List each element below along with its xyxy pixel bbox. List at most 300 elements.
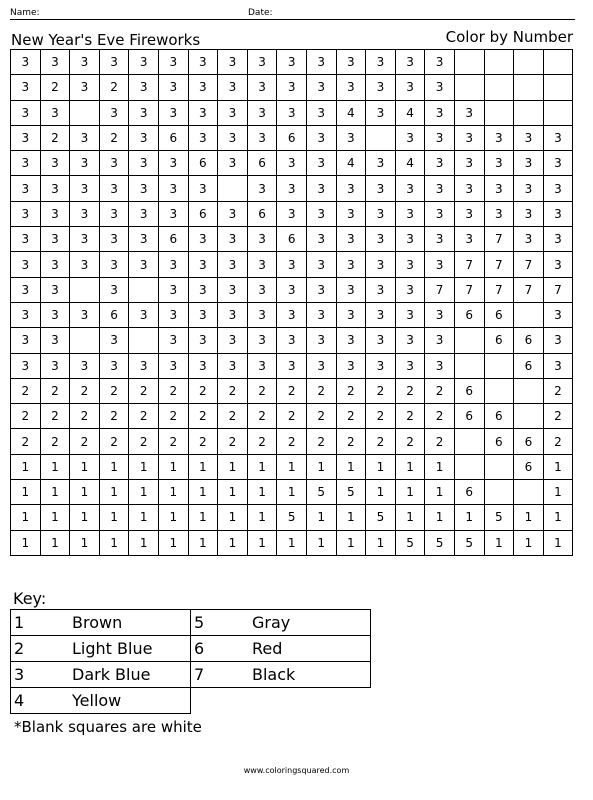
grid-cell: 1: [306, 505, 336, 530]
grid-row: [11, 454, 573, 479]
grid-cell: [454, 429, 484, 454]
grid-cell: 3: [277, 151, 307, 176]
grid-cell: 1: [129, 454, 159, 479]
grid-cell: 1: [158, 454, 188, 479]
grid-cell: 3: [277, 75, 307, 100]
grid-cell: 1: [218, 454, 248, 479]
grid-cell: 4: [395, 151, 425, 176]
grid-cell: 3: [70, 125, 100, 150]
grid-cell: 6: [484, 328, 514, 353]
grid-cell: 3: [247, 176, 277, 201]
grid-row: [11, 50, 573, 75]
grid-cell: 1: [188, 480, 218, 505]
grid-cell: 3: [336, 277, 366, 302]
grid-cell: 1: [277, 480, 307, 505]
grid-cell: 6: [454, 302, 484, 327]
grid-cell: 2: [129, 404, 159, 429]
grid-cell: 4: [336, 100, 366, 125]
grid-cell: 3: [395, 227, 425, 252]
grid-cell: 5: [306, 480, 336, 505]
grid-cell: 3: [395, 353, 425, 378]
grid-cell: 3: [99, 176, 129, 201]
grid-cell: 3: [188, 277, 218, 302]
grid-cell: 3: [218, 353, 248, 378]
grid-row: [11, 429, 573, 454]
grid-cell: 1: [366, 530, 396, 555]
grid-cell: 2: [158, 378, 188, 403]
grid-cell: 3: [336, 125, 366, 150]
grid-cell: 2: [306, 404, 336, 429]
grid-cell: [514, 50, 544, 75]
grid-cell: 6: [277, 125, 307, 150]
grid-cell: 3: [366, 100, 396, 125]
grid-row: [11, 302, 573, 327]
grid-cell: 6: [158, 227, 188, 252]
grid-cell: 2: [247, 378, 277, 403]
grid-cell: 2: [40, 75, 70, 100]
grid-cell: 3: [514, 125, 544, 150]
grid-cell: 6: [247, 201, 277, 226]
grid-cell: 3: [158, 176, 188, 201]
grid-cell: [543, 50, 573, 75]
grid-cell: 3: [40, 302, 70, 327]
header-rule: [10, 19, 575, 20]
key-color: Light Blue: [72, 639, 153, 658]
grid-cell: 1: [218, 530, 248, 555]
grid-cell: 3: [306, 302, 336, 327]
grid-cell: 2: [11, 404, 41, 429]
grid-cell: 3: [129, 50, 159, 75]
grid-cell: 3: [11, 50, 41, 75]
grid-cell: 2: [99, 429, 129, 454]
grid-cell: 3: [218, 50, 248, 75]
key-color: Brown: [72, 613, 123, 632]
grid-cell: 3: [277, 328, 307, 353]
grid-cell: 3: [395, 252, 425, 277]
grid-cell: 3: [70, 227, 100, 252]
grid-cell: 3: [11, 151, 41, 176]
grid-cell: 3: [247, 125, 277, 150]
grid-cell: 3: [454, 151, 484, 176]
grid-cell: 3: [99, 252, 129, 277]
grid-cell: 2: [11, 429, 41, 454]
grid-cell: 2: [425, 378, 455, 403]
key-item: [11, 610, 191, 636]
grid-cell: [484, 75, 514, 100]
grid-cell: 2: [336, 378, 366, 403]
grid-cell: 3: [543, 176, 573, 201]
grid-cell: [454, 454, 484, 479]
grid-cell: 3: [218, 227, 248, 252]
grid-cell: 2: [129, 378, 159, 403]
grid-cell: 1: [277, 454, 307, 479]
key-item: [11, 636, 191, 662]
grid-cell: 2: [395, 378, 425, 403]
grid-cell: 1: [336, 454, 366, 479]
grid-cell: 3: [218, 252, 248, 277]
grid-row: [11, 277, 573, 302]
grid-cell: 1: [40, 480, 70, 505]
grid-cell: [70, 328, 100, 353]
grid-cell: 3: [306, 100, 336, 125]
grid-cell: 2: [543, 378, 573, 403]
key-color: Dark Blue: [72, 665, 151, 684]
grid-cell: 3: [40, 252, 70, 277]
grid-cell: 3: [11, 252, 41, 277]
grid-cell: 3: [99, 227, 129, 252]
grid-cell: 2: [277, 429, 307, 454]
grid-cell: 3: [218, 75, 248, 100]
grid-cell: [454, 50, 484, 75]
grid-cell: 3: [70, 50, 100, 75]
grid-cell: 3: [11, 353, 41, 378]
grid-cell: 3: [277, 353, 307, 378]
key-color: Black: [252, 665, 296, 684]
grid-cell: 2: [188, 404, 218, 429]
grid-cell: 3: [11, 75, 41, 100]
grid-cell: 3: [336, 328, 366, 353]
grid-cell: [70, 277, 100, 302]
grid-cell: 3: [247, 100, 277, 125]
grid-cell: 3: [11, 100, 41, 125]
grid-cell: 3: [336, 227, 366, 252]
grid-cell: 3: [454, 100, 484, 125]
grid-cell: 3: [366, 277, 396, 302]
page-title: New Year's Eve Fireworks: [11, 31, 201, 49]
key-empty: [191, 688, 371, 714]
grid-cell: 6: [277, 227, 307, 252]
grid-cell: 1: [484, 530, 514, 555]
grid-cell: 2: [277, 378, 307, 403]
grid-cell: 1: [218, 505, 248, 530]
grid-cell: 6: [514, 328, 544, 353]
grid-cell: 2: [336, 429, 366, 454]
grid-cell: [514, 100, 544, 125]
grid-cell: 3: [484, 176, 514, 201]
grid-cell: 3: [247, 353, 277, 378]
grid-cell: 2: [395, 404, 425, 429]
grid-cell: 3: [277, 50, 307, 75]
grid-row: [11, 530, 573, 555]
grid-cell: 3: [425, 176, 455, 201]
grid-cell: 3: [188, 328, 218, 353]
grid-cell: 1: [395, 480, 425, 505]
grid-cell: [514, 75, 544, 100]
grid-cell: 3: [425, 125, 455, 150]
grid-cell: 1: [70, 480, 100, 505]
color-grid: [10, 49, 573, 556]
grid-cell: 7: [543, 277, 573, 302]
grid-row: [11, 353, 573, 378]
grid-cell: 3: [188, 75, 218, 100]
key-color: Yellow: [72, 691, 122, 710]
grid-cell: 3: [306, 75, 336, 100]
grid-cell: 2: [40, 429, 70, 454]
grid-cell: 2: [40, 125, 70, 150]
grid-cell: 1: [366, 454, 396, 479]
grid-cell: 6: [188, 151, 218, 176]
grid-cell: 3: [395, 201, 425, 226]
key-item: [191, 636, 371, 662]
grid-cell: 3: [277, 302, 307, 327]
grid-cell: 3: [158, 252, 188, 277]
grid-cell: 3: [336, 302, 366, 327]
grid-cell: 3: [188, 125, 218, 150]
grid-cell: 3: [40, 277, 70, 302]
grid-cell: 3: [425, 50, 455, 75]
grid-cell: 3: [158, 151, 188, 176]
grid-cell: 1: [247, 454, 277, 479]
grid-cell: 1: [129, 530, 159, 555]
grid-cell: 2: [129, 429, 159, 454]
grid-cell: [514, 480, 544, 505]
grid-cell: 2: [218, 429, 248, 454]
grid-cell: [514, 378, 544, 403]
grid-cell: 3: [129, 201, 159, 226]
grid-cell: 2: [70, 378, 100, 403]
grid-cell: 3: [188, 176, 218, 201]
grid-cell: 3: [366, 176, 396, 201]
key-number: 1: [14, 613, 25, 632]
grid-row: [11, 227, 573, 252]
grid-cell: 3: [99, 277, 129, 302]
key-title: Key:: [13, 589, 47, 608]
grid-cell: [514, 404, 544, 429]
grid-cell: 1: [188, 454, 218, 479]
grid-cell: 2: [70, 429, 100, 454]
grid-cell: 2: [40, 404, 70, 429]
key-number: 7: [194, 665, 205, 684]
grid-cell: [70, 100, 100, 125]
key-item: [191, 610, 371, 636]
grid-cell: 3: [218, 100, 248, 125]
grid-cell: 3: [425, 328, 455, 353]
grid-cell: 3: [11, 302, 41, 327]
grid-cell: 1: [395, 454, 425, 479]
grid-cell: 1: [395, 505, 425, 530]
grid-cell: 3: [70, 302, 100, 327]
grid-cell: 1: [99, 530, 129, 555]
grid-cell: 1: [129, 480, 159, 505]
grid-cell: 3: [11, 277, 41, 302]
grid-cell: 3: [277, 201, 307, 226]
grid-cell: 6: [158, 125, 188, 150]
grid-cell: 2: [158, 404, 188, 429]
grid-cell: 2: [306, 429, 336, 454]
grid-cell: 1: [40, 505, 70, 530]
grid-row: [11, 100, 573, 125]
grid-cell: 1: [425, 505, 455, 530]
grid-cell: 3: [306, 277, 336, 302]
grid-cell: 3: [336, 353, 366, 378]
grid-cell: 3: [514, 176, 544, 201]
grid-cell: 3: [129, 302, 159, 327]
grid-cell: 3: [218, 151, 248, 176]
grid-cell: 3: [454, 176, 484, 201]
grid-cell: 3: [366, 75, 396, 100]
grid-row: [11, 480, 573, 505]
grid-cell: 1: [70, 454, 100, 479]
grid-cell: 2: [99, 75, 129, 100]
grid-cell: 3: [336, 201, 366, 226]
grid-cell: 3: [395, 277, 425, 302]
grid-cell: [454, 328, 484, 353]
grid-cell: 3: [218, 277, 248, 302]
grid-cell: 2: [366, 378, 396, 403]
grid-cell: 1: [247, 530, 277, 555]
grid-cell: 3: [247, 302, 277, 327]
grid-cell: [514, 302, 544, 327]
grid-cell: 3: [277, 100, 307, 125]
blank-squares-note: *Blank squares are white: [14, 718, 202, 736]
grid-cell: 2: [366, 404, 396, 429]
grid-cell: 2: [158, 429, 188, 454]
grid-cell: 3: [158, 302, 188, 327]
grid-cell: 3: [40, 201, 70, 226]
grid-cell: 3: [129, 176, 159, 201]
grid-cell: 3: [188, 227, 218, 252]
grid-row: [11, 151, 573, 176]
grid-cell: 3: [425, 252, 455, 277]
grid-cell: 6: [454, 378, 484, 403]
key-number: 4: [14, 691, 25, 710]
grid-cell: 3: [366, 353, 396, 378]
grid-cell: 1: [543, 480, 573, 505]
grid-cell: 2: [336, 404, 366, 429]
grid-cell: 3: [306, 201, 336, 226]
key-number: 5: [194, 613, 205, 632]
grid-cell: 1: [158, 480, 188, 505]
grid-cell: 3: [543, 302, 573, 327]
grid-cell: 7: [484, 277, 514, 302]
key-color: Red: [252, 639, 283, 658]
grid-cell: 1: [336, 505, 366, 530]
grid-cell: 1: [158, 505, 188, 530]
grid-cell: 2: [218, 378, 248, 403]
grid-cell: 3: [129, 75, 159, 100]
grid-cell: 3: [247, 328, 277, 353]
grid-cell: 3: [40, 328, 70, 353]
grid-cell: 1: [11, 530, 41, 555]
grid-cell: 3: [395, 50, 425, 75]
grid-cell: 3: [129, 151, 159, 176]
grid-cell: 3: [425, 201, 455, 226]
grid-cell: 3: [514, 201, 544, 226]
grid-cell: 7: [454, 252, 484, 277]
grid-cell: 3: [543, 125, 573, 150]
grid-row: [11, 176, 573, 201]
grid-cell: 3: [543, 353, 573, 378]
grid-cell: 2: [543, 429, 573, 454]
grid-cell: 3: [306, 151, 336, 176]
grid-cell: 3: [188, 50, 218, 75]
grid-cell: 3: [306, 328, 336, 353]
grid-cell: 3: [306, 125, 336, 150]
grid-cell: 3: [70, 75, 100, 100]
grid-cell: 3: [543, 201, 573, 226]
grid-cell: 3: [158, 201, 188, 226]
grid-cell: 3: [366, 201, 396, 226]
grid-cell: 7: [484, 252, 514, 277]
grid-cell: 1: [454, 505, 484, 530]
grid-cell: 3: [247, 50, 277, 75]
grid-cell: 3: [99, 100, 129, 125]
grid-cell: [454, 353, 484, 378]
grid-cell: 6: [514, 353, 544, 378]
grid-cell: 5: [484, 505, 514, 530]
grid-cell: 3: [336, 176, 366, 201]
grid-cell: 4: [336, 151, 366, 176]
grid-cell: 7: [454, 277, 484, 302]
grid-cell: 3: [514, 151, 544, 176]
grid-cell: 3: [218, 201, 248, 226]
grid-cell: 6: [247, 151, 277, 176]
grid-cell: 3: [218, 328, 248, 353]
grid-cell: 1: [366, 480, 396, 505]
grid-cell: [129, 277, 159, 302]
grid-cell: 1: [247, 505, 277, 530]
grid-cell: 3: [188, 100, 218, 125]
grid-cell: 1: [70, 530, 100, 555]
grid-cell: 4: [395, 100, 425, 125]
grid-cell: 1: [336, 530, 366, 555]
grid-cell: 3: [484, 151, 514, 176]
key-item: [11, 662, 191, 688]
grid-cell: 3: [366, 252, 396, 277]
grid-cell: 7: [425, 277, 455, 302]
grid-cell: 5: [336, 480, 366, 505]
grid-cell: 1: [425, 480, 455, 505]
key-item: [11, 688, 191, 714]
grid-cell: [484, 353, 514, 378]
grid-cell: 3: [277, 176, 307, 201]
grid-cell: 3: [425, 151, 455, 176]
grid-cell: 3: [425, 100, 455, 125]
grid-cell: 1: [514, 505, 544, 530]
grid-row: [11, 201, 573, 226]
grid-row: [11, 404, 573, 429]
grid-cell: 3: [70, 201, 100, 226]
grid-cell: 1: [11, 505, 41, 530]
grid-cell: 3: [543, 151, 573, 176]
grid-row: [11, 252, 573, 277]
grid-cell: 3: [99, 328, 129, 353]
grid-cell: 3: [484, 125, 514, 150]
grid-cell: 5: [454, 530, 484, 555]
grid-cell: 1: [11, 454, 41, 479]
grid-cell: 3: [366, 227, 396, 252]
grid-cell: [366, 125, 396, 150]
grid-cell: 3: [11, 125, 41, 150]
grid-cell: 3: [425, 75, 455, 100]
grid-cell: 3: [514, 227, 544, 252]
grid-cell: 3: [306, 176, 336, 201]
grid-cell: 3: [247, 75, 277, 100]
grid-cell: 3: [543, 328, 573, 353]
grid-cell: 2: [247, 404, 277, 429]
grid-cell: [484, 480, 514, 505]
grid-cell: 1: [99, 505, 129, 530]
grid-cell: 3: [306, 227, 336, 252]
grid-cell: 3: [336, 75, 366, 100]
grid-cell: 3: [11, 227, 41, 252]
grid-cell: 1: [11, 480, 41, 505]
grid-cell: 3: [158, 75, 188, 100]
grid-cell: 6: [514, 454, 544, 479]
grid-cell: 3: [158, 100, 188, 125]
grid-cell: 3: [425, 353, 455, 378]
grid-cell: 2: [99, 125, 129, 150]
